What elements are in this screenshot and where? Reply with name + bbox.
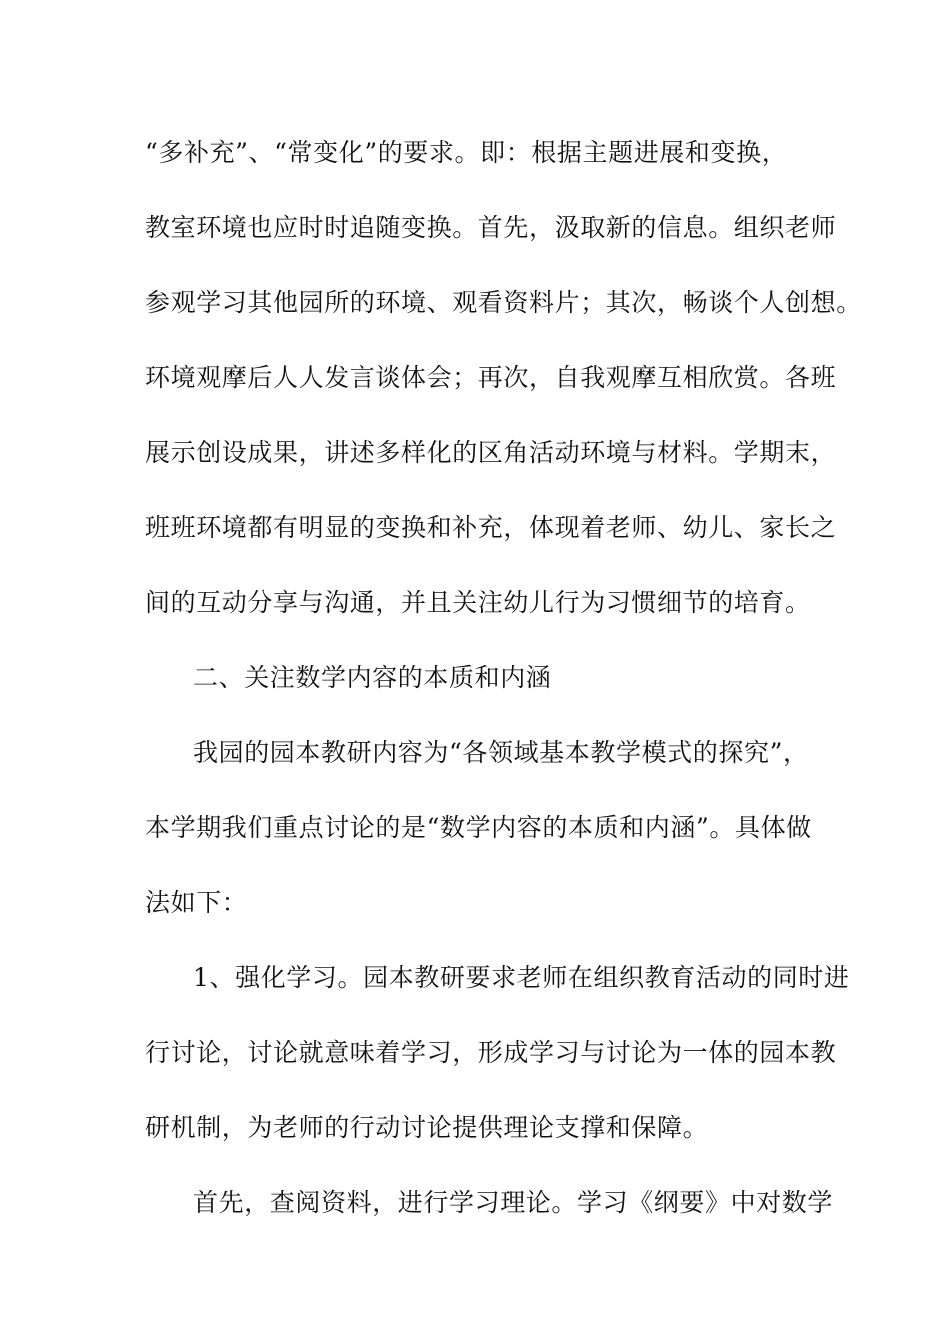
paragraph-line: 法如下： [145,888,248,917]
paragraph-line: 本学期我们重点讨论的是“数学内容的本质和内涵”。具体做 [145,813,812,842]
paragraph-line: 我园的园本教研内容为“各领域基本教学模式的探究”， [193,738,809,767]
paragraph-line: “多补充”、“常变化”的要求。即：根据主题进展和变换， [145,138,788,167]
paragraph-line: 教室环境也应时时追随变换。首先，汲取新的信息。组织老师 [145,213,837,242]
paragraph-line: 首先，查阅资料，进行学习理论。学习《纲要》中对数学 [193,1188,834,1217]
paragraph-line: 班班环境都有明显的变换和补充，体现着老师、幼儿、家长之 [145,513,837,542]
paragraph-line: 参观学习其他园所的环境、观看资料片；其次，畅谈个人创想。 [145,288,862,317]
paragraph-line: 1、强化学习。园本教研要求老师在组织教育活动的同时进 [193,963,850,992]
paragraph-line: 展示创设成果，讲述多样化的区角活动环境与材料。学期末， [145,438,837,467]
paragraph-line: 环境观摩后人人发言谈体会；再次，自我观摩互相欣赏。各班 [145,363,837,392]
paragraph-line: 间的互动分享与沟通，并且关注幼儿行为习惯细节的培育。 [145,588,811,617]
paragraph-line: 研机制，为老师的行动讨论提供理论支撑和保障。 [145,1113,709,1142]
section-heading: 二、关注数学内容的本质和内涵 [193,663,552,692]
paragraph-line: 行讨论，讨论就意味着学习，形成学习与讨论为一体的园本教 [145,1038,837,1067]
